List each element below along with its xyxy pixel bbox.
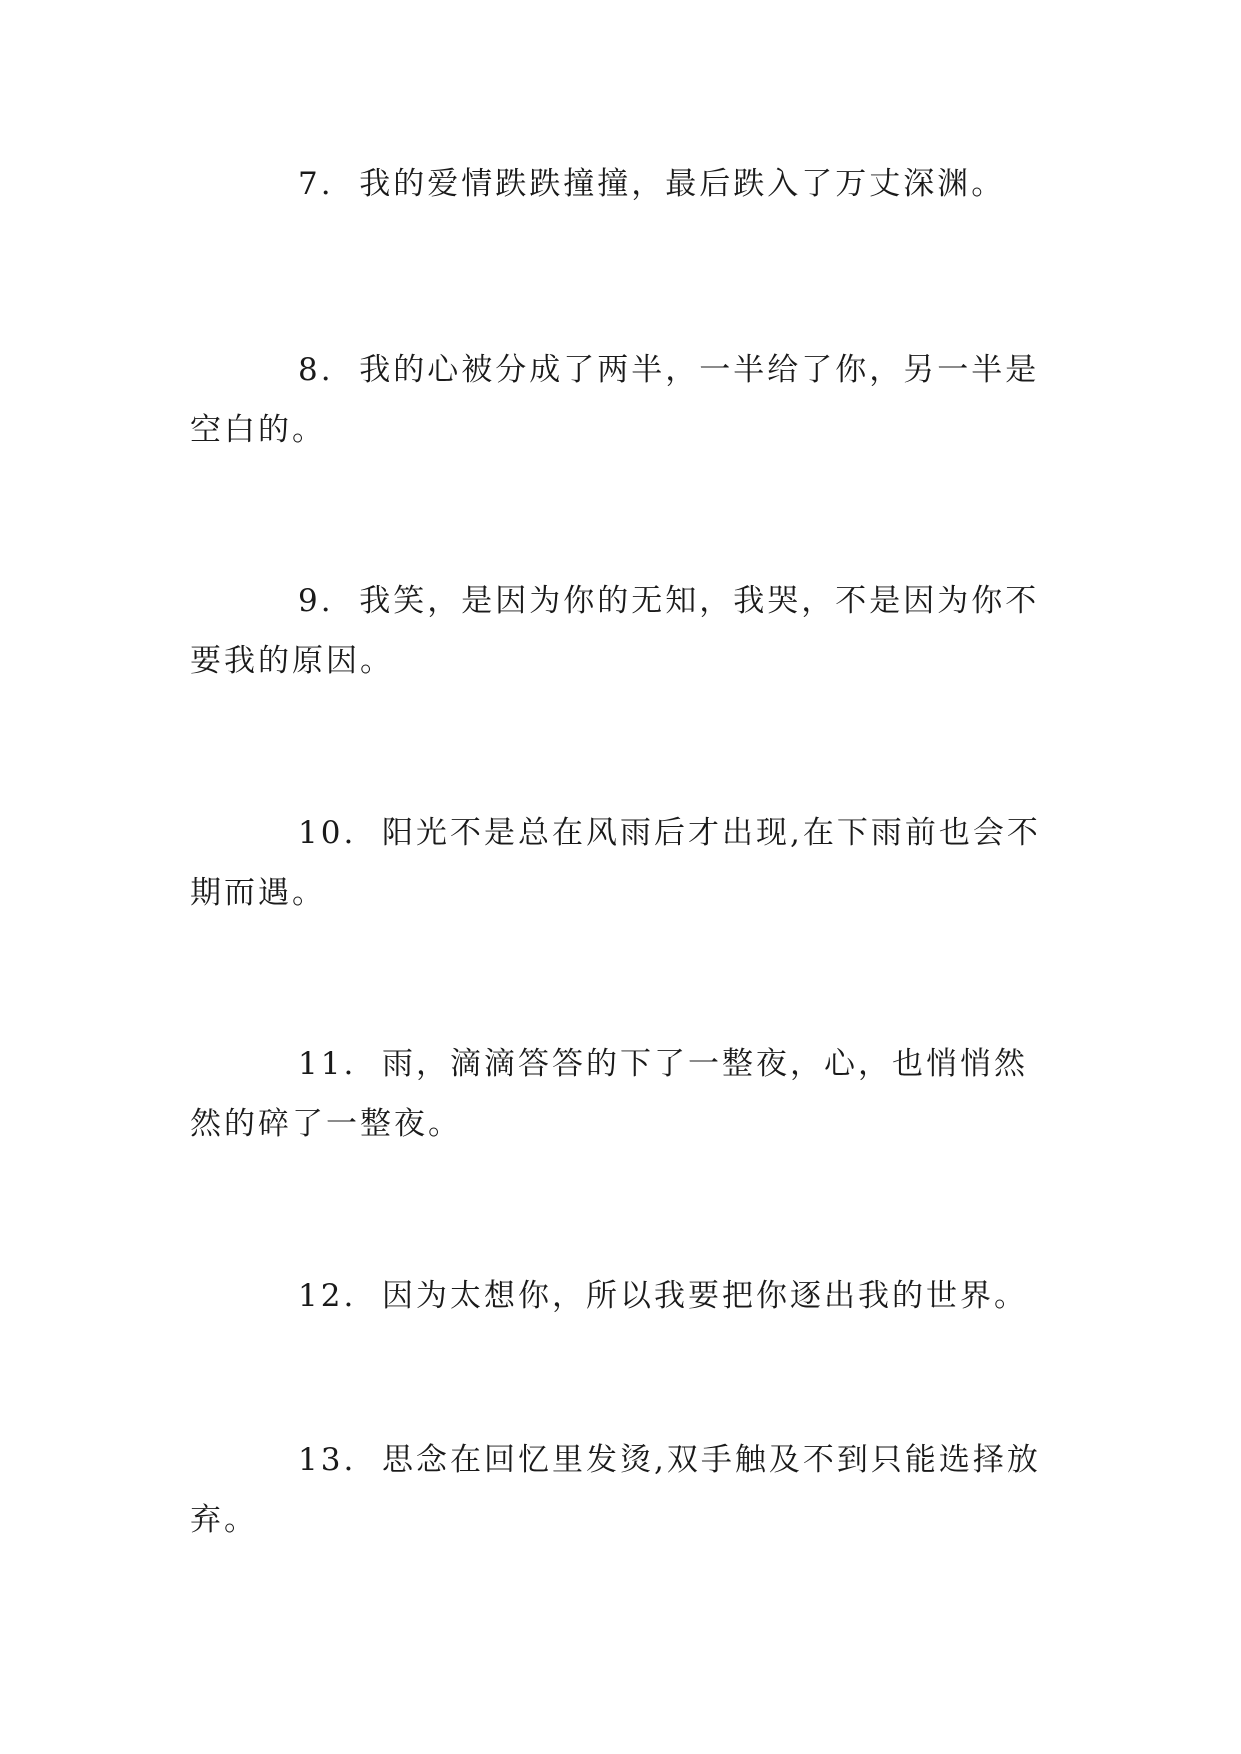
list-item bbox=[190, 154, 1060, 214]
list-item bbox=[190, 1266, 1060, 1326]
item-text: 我笑，是因为你的无知，我哭，不是因为你不要我的原因。 bbox=[190, 583, 1040, 679]
item-text: 雨，滴滴答答的下了一整夜，心，也悄悄然然的碎了一整夜。 bbox=[190, 1046, 1029, 1142]
list-item bbox=[190, 340, 1060, 460]
item-text: 我的爱情跌跌撞撞，最后跌入了万丈深渊。 bbox=[359, 166, 1006, 202]
item-text: 思念在回忆里发烫,双手触及不到只能选择放弃。 bbox=[190, 1442, 1041, 1538]
list-item bbox=[190, 803, 1060, 923]
item-number: 13. bbox=[298, 1442, 357, 1478]
list-item bbox=[190, 1430, 1060, 1550]
item-number: 11. bbox=[298, 1046, 357, 1082]
item-number: 10. bbox=[298, 815, 357, 851]
list-item bbox=[190, 571, 1060, 691]
item-text: 阳光不是总在风雨后才出现,在下雨前也会不期而遇。 bbox=[190, 815, 1041, 911]
list-item bbox=[190, 1034, 1060, 1154]
item-text: 因为太想你，所以我要把你逐出我的世界。 bbox=[382, 1278, 1029, 1314]
item-number: 8. bbox=[298, 352, 334, 388]
item-text: 我的心被分成了两半，一半给了你，另一半是空白的。 bbox=[190, 352, 1040, 448]
item-number: 7. bbox=[298, 166, 334, 202]
item-number: 12. bbox=[298, 1278, 357, 1314]
item-number: 9. bbox=[298, 583, 334, 619]
